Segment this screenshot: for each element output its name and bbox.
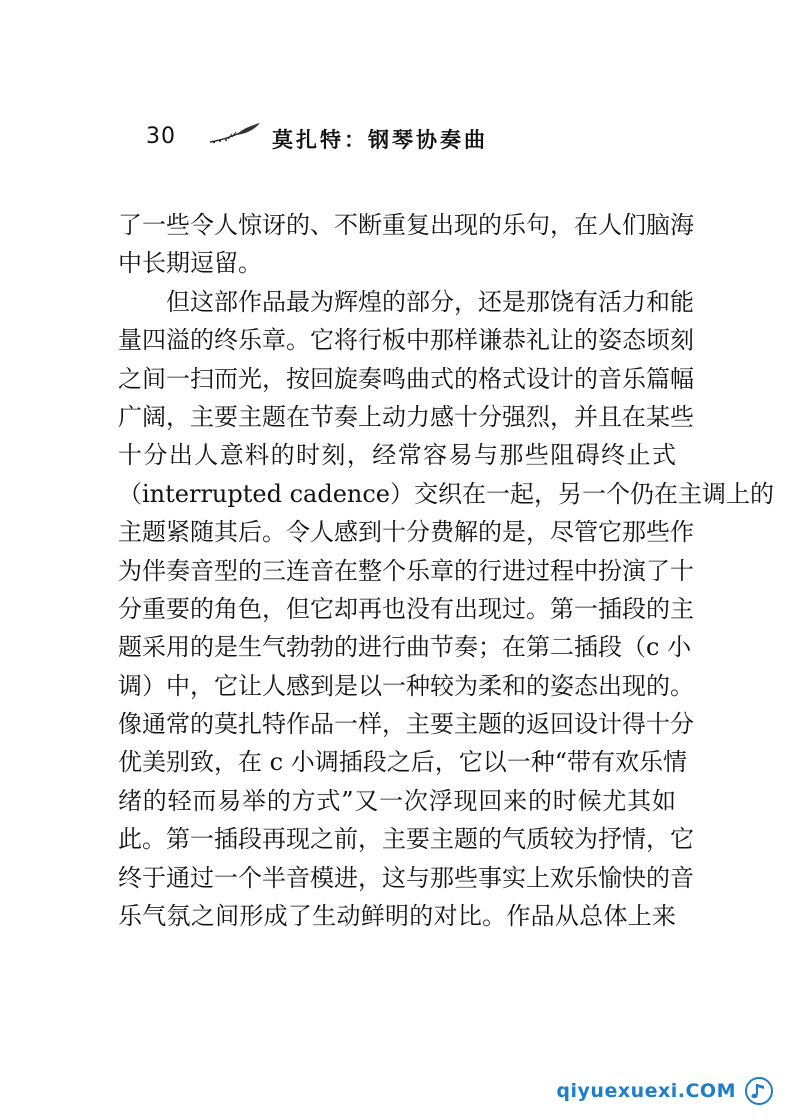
music-note-logo-icon [744,1076,774,1106]
site-watermark [556,1076,774,1106]
text-line: 调）中，它让人感到是以一种较为柔和的姿态出现的。 [118,671,694,700]
text-line: 了一些令人惊讶的、不断重复出现的乐句，在人们脑海 [118,211,694,239]
text-line: 主题紧随其后。令人感到十分费解的是，尽管它那些作 [118,518,694,547]
text-line: 像通常的莫扎特作品一样，主要主题的返回设计得十分 [118,710,694,739]
page-header [146,118,666,158]
text-line: 题采用的是生气勃勃的进行曲节奏；在第二插段（c 小 [118,633,692,662]
text-line: 乐气氛之间形成了生动鲜明的对比。作品从总体上来 [118,902,676,931]
running-title: 莫扎特：钢琴协奏曲 [272,128,488,152]
text-line: 广阔，主要主题在节奏上动力感十分强烈，并且在某些 [118,402,694,431]
text-line: 十分出人意料的时刻，经常容易与那些阻碍终止式 [118,441,676,470]
text-line: 绪的轻而易举的方式”又一次浮现回来的时候尤其如 [118,786,676,815]
text-line: 之间一扫而光，按回旋奏鸣曲式的格式设计的音乐篇幅 [118,364,694,393]
text-line: 量四溢的终乐章。它将行板中那样谦恭礼让的姿态顷刻 [118,326,694,355]
body-text [118,206,775,935]
text-line: 中长期逗留。 [118,249,262,278]
text-line: 此。第一插段再现之前，主要主题的气质较为抒情，它 [118,825,694,854]
quill-ornament-icon [206,120,264,150]
watermark-text: qiyuexuexi.COM [556,1080,736,1102]
paragraph [118,206,694,283]
page-number: 30 [146,124,176,149]
text-line: 终于通过一个半音模进，这与那些事实上欢乐愉快的音 [118,863,694,892]
text-line: （interrupted cadence）交织在一起，另一个仍在主调上的 [118,479,775,508]
text-line: 优美别致，在 c 小调插段之后，它以一种“带有欢乐情 [118,748,687,777]
text-line: 但这部作品最为辉煌的部分，还是那饶有活力和能 [166,287,694,316]
text-line: 为伴奏音型的三连音在整个乐章的行进过程中扮演了十 [118,556,694,585]
text-line: 分重要的角色，但它却再也没有出现过。第一插段的主 [118,594,694,623]
paragraph [118,283,775,936]
